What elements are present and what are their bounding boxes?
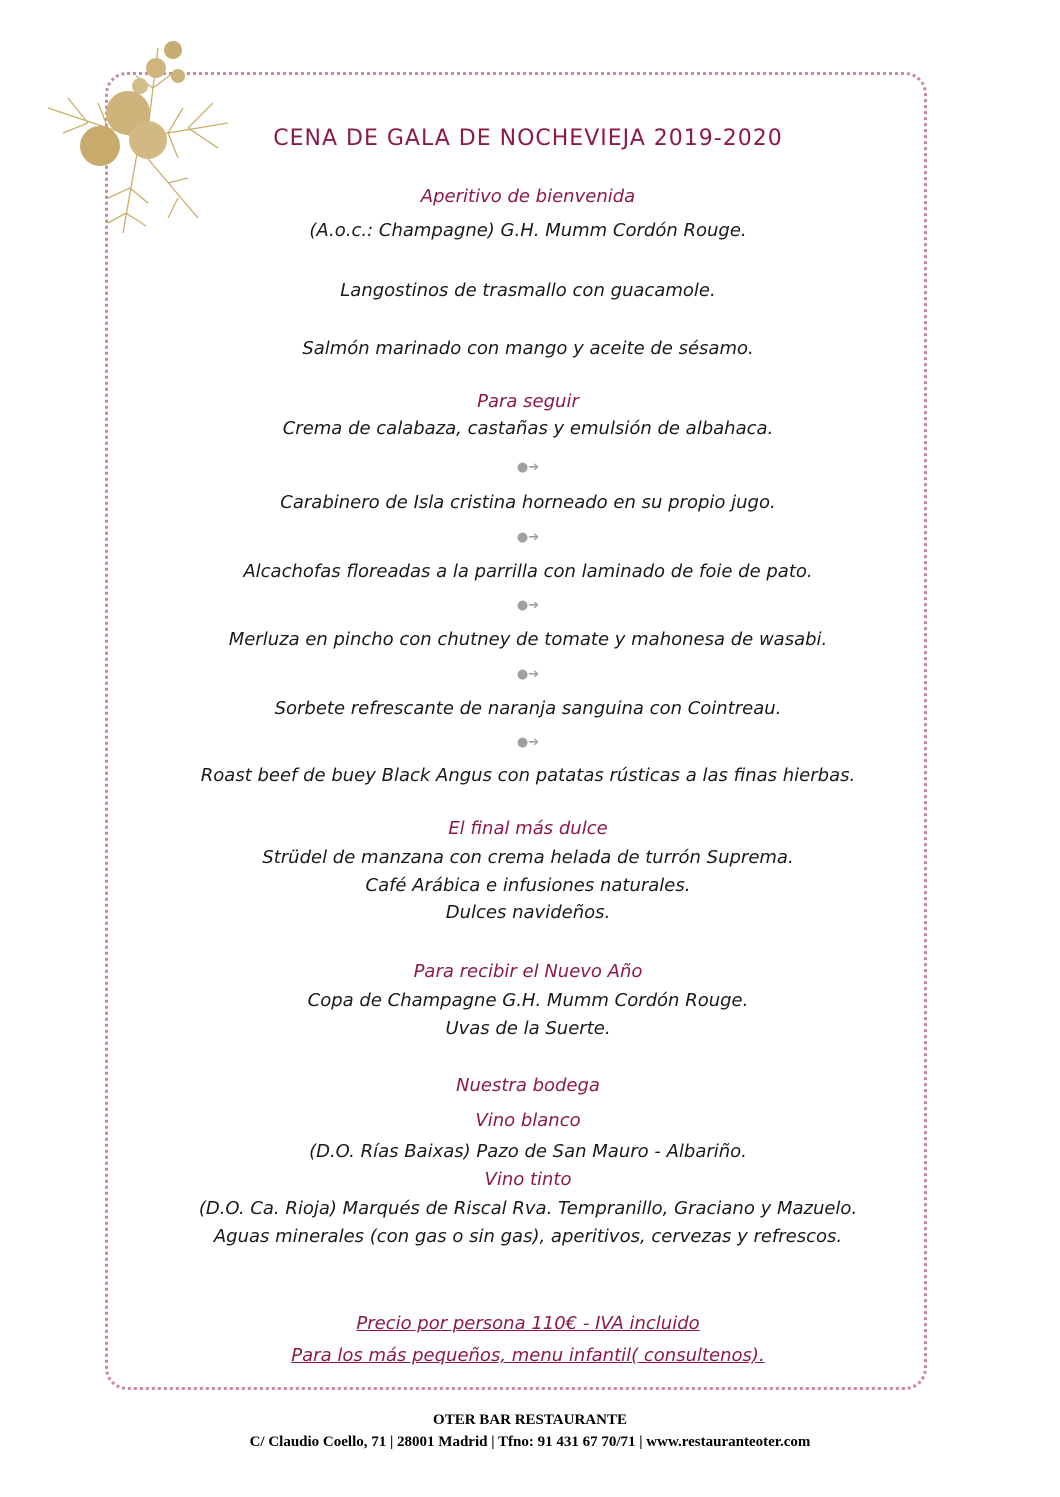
menu-border [105,72,927,1390]
restaurant-name: OTER BAR RESTAURANTE [433,1412,627,1428]
heading-para-seguir: Para seguir [477,391,579,412]
separator-icon: ●➔ [516,735,540,750]
menu-item: Roast beef de buey Black Angus con patatas rústicas a las finas hierbas. [200,765,856,786]
heading-vino-blanco: Vino blanco [475,1110,581,1131]
heading-aperitivo: Aperitivo de bienvenida [420,186,636,207]
menu-item: Merluza en pincho con chutney de tomate y mahonesa de wasabi. [228,629,828,650]
menu-title: CENA DE GALA DE NOCHEVIEJA 2019-2020 [273,126,783,151]
menu-item: (D.O. Ca. Rioja) Marqués de Riscal Rva. Tempranillo, Graciano y Mazuelo. [198,1198,858,1219]
menu-item: Aguas minerales (con gas o sin gas), aperitivos, cervezas y refrescos. [213,1226,843,1247]
menu-item: (D.O. Rías Baixas) Pazo de San Mauro - Albariño. [309,1141,747,1162]
heading-final-dulce: El final más dulce [448,818,608,839]
menu-item: (A.o.c.: Champagne) G.H. Mumm Cordón Rouge. [309,220,747,241]
separator-icon: ●➔ [516,460,540,475]
heading-bodega: Nuestra bodega [456,1075,600,1096]
menu-item: Strüdel de manzana con crema helada de turrón Suprema. [262,847,794,868]
menu-item: Sorbete refrescante de naranja sanguina con Cointreau. [274,698,782,719]
restaurant-address: C/ Claudio Coello, 71 | 28001 Madrid | Tfno: 91 431 67 70/71 | www.restauranteoter.com [249,1434,811,1450]
menu-item: Copa de Champagne G.H. Mumm Cordón Rouge. [307,990,749,1011]
separator-icon: ●➔ [516,598,540,613]
menu-item: Carabinero de Isla cristina horneado en su propio jugo. [280,492,776,513]
heading-nuevo-ano: Para recibir el Nuevo Año [413,961,643,982]
menu-item: Salmón marinado con mango y aceite de sésamo. [302,338,754,359]
menu-item: Crema de calabaza, castañas y emulsión de albahaca. [282,418,774,439]
heading-vino-tinto: Vino tinto [484,1169,572,1190]
menu-item: Alcachofas floreadas a la parrilla con laminado de foie de pato. [243,561,813,582]
price-line: Precio por persona 110€ - IVA incluido [356,1313,700,1334]
kids-menu-line: Para los más pequeños, menu infantil( consultenos). [291,1345,765,1366]
menu-item: Langostinos de trasmallo con guacamole. [340,280,716,301]
menu-item: Uvas de la Suerte. [445,1018,611,1039]
menu-item: Dulces navideños. [445,902,611,923]
menu-item: Café Arábica e infusiones naturales. [365,875,691,896]
separator-icon: ●➔ [516,530,540,545]
separator-icon: ●➔ [516,667,540,682]
